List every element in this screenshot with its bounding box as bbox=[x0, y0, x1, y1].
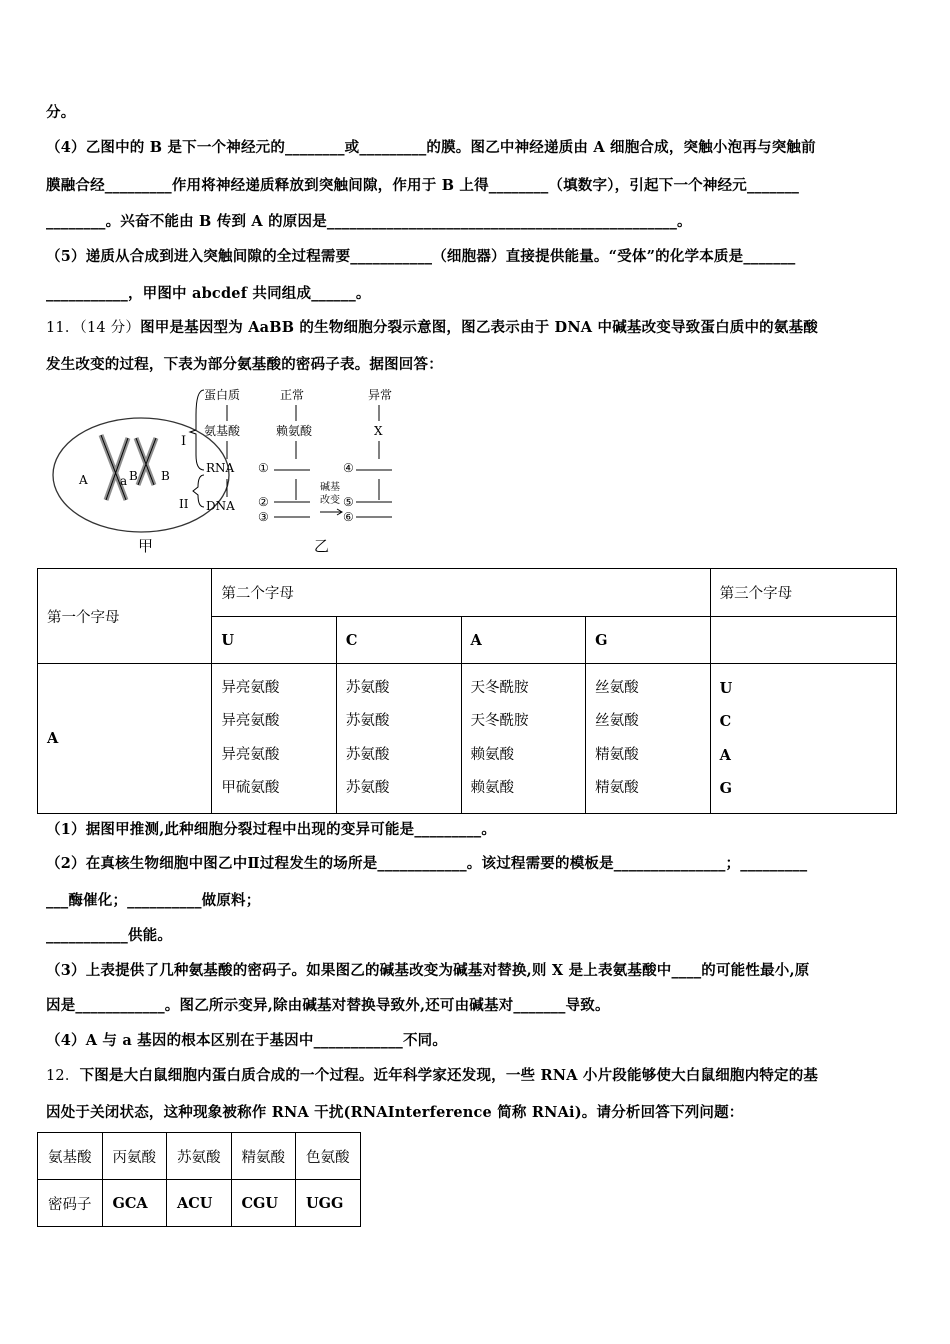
label-normal: 正常 bbox=[280, 388, 305, 402]
header-cell: 精氨酸 bbox=[231, 1133, 296, 1180]
header-cell: 丙氨酸 bbox=[102, 1133, 167, 1180]
label-I: I bbox=[181, 434, 187, 449]
col-G: G bbox=[586, 617, 711, 664]
amino-acid: 苏氨酸 bbox=[345, 713, 390, 729]
label-amino-acid: 氨基酸 bbox=[204, 424, 241, 438]
question-12-line1 bbox=[46, 1064, 818, 1085]
amino-acid: 异亮氨酸 bbox=[221, 746, 280, 763]
amino-acid: 苏氨酸 bbox=[345, 746, 390, 763]
label-II: II bbox=[179, 497, 189, 511]
header-cell: 色氨酸 bbox=[296, 1133, 361, 1180]
amino-acid: 赖氨酸 bbox=[470, 746, 514, 763]
amino-acid: 异亮氨酸 bbox=[221, 679, 280, 696]
third-letter: U bbox=[719, 679, 733, 697]
label-lysine: 赖氨酸 bbox=[276, 424, 313, 438]
col-C: C bbox=[336, 617, 461, 664]
label-3: ③ bbox=[258, 510, 269, 524]
text-line: （1）据图甲推测,此种细胞分裂过程中出现的变异可能是_________。 bbox=[46, 821, 497, 838]
label-2: ② bbox=[258, 495, 269, 509]
amino-acid: 精氨酸 bbox=[595, 746, 639, 763]
label-abnormal: 异常 bbox=[368, 388, 393, 402]
question-text: 图甲是基因型为 AaBB 的生物细胞分裂示意图，图乙表示由于 DNA 中碱基改变导致蛋白质中的氨基酸 bbox=[140, 319, 818, 336]
row-A: A bbox=[38, 664, 212, 814]
text-line: 因是____________。图乙所示变异,除由碱基对替换导致外,还可由碱基对_______导致。 bbox=[46, 997, 610, 1014]
label-base: 碱基 bbox=[320, 482, 340, 493]
cell-C bbox=[336, 664, 461, 814]
text-line: 因处于关闭状态，这种现象被称作 RNA 干扰(RNAInterference 简称 RNAi)。请分析回答下列问题： bbox=[46, 1104, 744, 1121]
question-text: 下图是大白鼠细胞内蛋白质合成的一个过程。近年科学家还发现，一些 RNA 小片段能够使大白鼠细胞内特定的基 bbox=[79, 1067, 819, 1084]
text-line: 膜融合经_________作用将神经递质释放到突触间隙，作用于 B 上得________（填数字），引起下一个神经元_______ bbox=[46, 177, 800, 194]
label-1: ① bbox=[258, 461, 269, 475]
header-second-letter: 第二个字母 bbox=[212, 569, 710, 617]
label-change: 改变 bbox=[320, 495, 340, 506]
label-yi: 乙 bbox=[314, 537, 330, 555]
text-line: （4）A 与 a 基因的根本区别在于基因中____________不同。 bbox=[46, 1032, 448, 1049]
codon-cell: GCA bbox=[102, 1180, 167, 1227]
header-third-letter: 第三个字母 bbox=[710, 569, 896, 617]
cell-third bbox=[710, 664, 896, 814]
process-diagram bbox=[179, 387, 392, 524]
codon-cell: CGU bbox=[231, 1180, 296, 1227]
label-rna: RNA bbox=[206, 461, 235, 475]
cell-G bbox=[586, 664, 711, 814]
amino-acid: 天冬酰胺 bbox=[470, 713, 529, 729]
col-U: U bbox=[212, 617, 337, 664]
label-dna: DNA bbox=[206, 499, 235, 513]
text-line: （3）上表提供了几种氨基酸的密码子。如果图乙的碱基改变为碱基对替换,则 X 是上表氨基酸中____的可能性最小,原 bbox=[46, 962, 810, 979]
header-cell: 氨基酸 bbox=[38, 1133, 103, 1180]
amino-acid: 异亮氨酸 bbox=[221, 713, 280, 729]
question-number: 11．（14 分） bbox=[46, 320, 141, 336]
cell-U bbox=[212, 664, 337, 814]
label-5: ⑤ bbox=[343, 495, 354, 509]
label-a: a bbox=[120, 474, 128, 488]
label-4: ④ bbox=[343, 461, 354, 475]
figure-jia-yi bbox=[46, 375, 406, 560]
amino-acid: 丝氨酸 bbox=[595, 679, 639, 696]
label-protein: 蛋白质 bbox=[204, 388, 241, 402]
text-line: ___________供能。 bbox=[46, 927, 173, 944]
third-letter: C bbox=[719, 713, 732, 730]
amino-acid: 赖氨酸 bbox=[470, 780, 514, 796]
text-line: （4）乙图中的 B 是下一个神经元的________或_________的膜。图乙中神经递质由 A 细胞合成，突触小泡再与突触前 bbox=[46, 139, 816, 156]
amino-acid: 苏氨酸 bbox=[345, 780, 390, 796]
codon-cell: UGG bbox=[296, 1180, 361, 1227]
col-A: A bbox=[461, 617, 586, 664]
question-number: 12． bbox=[46, 1068, 80, 1084]
label-B: B bbox=[129, 469, 138, 483]
codon-table-2 bbox=[37, 1132, 361, 1227]
question-11-line1 bbox=[46, 316, 818, 337]
text-line: ________。兴奋不能由 B 传到 A 的原因是_______________________________________________。 bbox=[46, 213, 692, 230]
text-line: 发生改变的过程，下表为部分氨基酸的密码子表。据图回答： bbox=[46, 356, 443, 373]
header-first-letter: 第一个字母 bbox=[38, 569, 212, 664]
third-letter: G bbox=[719, 780, 733, 797]
codon-cell: ACU bbox=[167, 1180, 232, 1227]
text-line: （2）在真核生物细胞中图乙中Ⅱ过程发生的场所是____________。该过程需要的模板是_______________；_________ bbox=[46, 855, 808, 872]
text-line: ___酶催化；__________做原料； bbox=[46, 892, 261, 909]
empty-cell bbox=[710, 617, 896, 664]
label-A: A bbox=[79, 473, 88, 487]
label-6: ⑥ bbox=[343, 510, 354, 524]
amino-acid: 苏氨酸 bbox=[345, 679, 390, 696]
amino-acid: 丝氨酸 bbox=[595, 713, 639, 729]
text-line: ___________，甲图中 abcdef 共同组成______。 bbox=[46, 285, 371, 302]
cell-A bbox=[461, 664, 586, 814]
label-x: X bbox=[374, 424, 383, 438]
amino-acid: 甲硫氨酸 bbox=[221, 780, 280, 796]
text-line: （5）递质从合成到进入突触间隙的全过程需要___________（细胞器）直接提供能量。“受体”的化学本质是_______ bbox=[46, 248, 796, 265]
codon-table bbox=[37, 568, 897, 814]
text-line: 分。 bbox=[46, 104, 76, 121]
header-cell: 苏氨酸 bbox=[167, 1133, 232, 1180]
third-letter: A bbox=[719, 746, 731, 764]
amino-acid: 精氨酸 bbox=[595, 780, 639, 796]
label-B: B bbox=[161, 469, 170, 483]
label-jia: 甲 bbox=[138, 537, 154, 555]
amino-acid: 天冬酰胺 bbox=[470, 679, 529, 696]
row-label: 密码子 bbox=[38, 1180, 103, 1227]
